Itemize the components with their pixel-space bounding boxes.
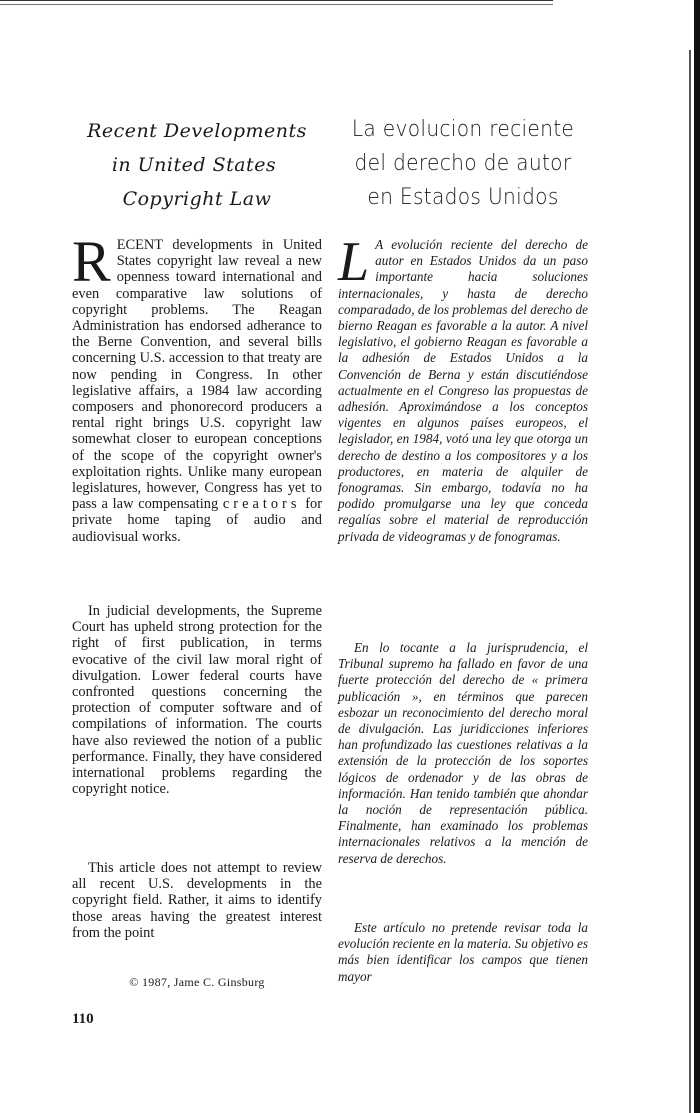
- spanish-paragraph-1-text: A evolución reciente del derecho de autor en Estados Unidos da un paso importante hacia soluciones internacionales, y hasta de derecho comparadado, de los problemas del derecho de bierno Reagan es favorable a la autor. A nivel legislativo, el gobierno Reagan es favorable a la adhesión de Estados Unidos a la Convención de Berna y están discutiéndose actualmente en el Congreso las propuestas de adhesión. Aproximándose a los conceptos vigentes en algunos países europeos, el legislador, en 1984, votó una ley que otorga un derecho de destino a los compositores y a los productores, en materia de alquiler de fonogramas. Sin embargo, todavía no ha podido promulgarse una ley que conceda regalías sobre el material de reproducción privada de videogramas y de fonogramas.: [338, 237, 588, 544]
- english-dropcap: R: [72, 229, 111, 294]
- spanish-paragraph-2: En lo tocante a la jurisprudencia, el Tribunal supremo ha fallado en favor de una fuerte protección del derecho de « primera publicación », en términos que parecen esbozar un reconocimiento del derecho moral de divulgación. Las juridicciones inferiores han profundizado las cuestiones relativas a la extensión de la protección de los soportes lógicos de ordenador y de las obras de información. Han tenido también que ahondar la noción de representación pública. Finalmente, han examinado los problemas internacionales relativos a la mención de reserva de derechos.: [338, 640, 588, 866]
- page-edge-shadow: [694, 0, 700, 1113]
- spanish-title-line-3: en Estados Unidos: [367, 185, 559, 210]
- english-title-line-2: in United States: [111, 154, 277, 176]
- english-paragraph-2: In judicial developments, the Supreme Court has upheld strong protection for the right of first publication, in terms evocative of the civil law moral right of divulgation. Lower federal courts have confronted questions concerning the protection of computer software and of compilations of information. The courts have also reviewed the notion of a public performance. Finally, they have considered international problems regarding the copyright notice.: [72, 603, 322, 798]
- english-paragraph-1: [72, 229, 322, 545]
- english-title-line-3: Copyright Law: [122, 188, 272, 210]
- english-title: [72, 114, 322, 216]
- top-rule-secondary: [0, 4, 553, 5]
- top-rule: [0, 0, 553, 1]
- english-paragraph-1-text-b: for private home taping of audio and audiovisual works.: [72, 496, 322, 545]
- spanish-title: [348, 113, 578, 215]
- page-number: 110: [72, 1011, 94, 1027]
- spanish-title-line-2: del derecho de autor: [354, 151, 572, 176]
- spanish-dropcap: L: [338, 231, 370, 293]
- english-paragraph-1-spaced-word: creators: [222, 496, 301, 513]
- copyright-notice: © 1987, Jame C. Ginsburg: [129, 975, 265, 989]
- spanish-paragraph-3: Este artículo no pretende revisar toda la evolución reciente en la materia. Su objetivo es más bien identificar los campos que tienen mayor: [338, 920, 588, 984]
- spanish-paragraph-1: [338, 231, 588, 545]
- english-paragraph-1-text-a: ECENT developments in United States copyright law reveal a new openness toward international and even comparative law solutions of copyright problems. The Reagan Administration has endorsed adherance to the Berne Convention, and several bills concerning U.S. accession to that treaty are now pending in Congress. In other legislative affairs, a 1984 law according composers and phonorecord producers a rental right brings U.S. copyright law somewhat closer to european conceptions of the scope of the copyright owner's exploitation rights. Unlike many european legislatures, however, Congress has yet to pass a law compensating: [72, 237, 322, 513]
- english-title-line-1: Recent Developments: [87, 120, 307, 142]
- english-paragraph-3: This article does not attempt to review all recent U.S. developments in the copyright field. Rather, it aims to identify those areas having the greatest interest from the point: [72, 860, 322, 941]
- page-edge-line: [689, 50, 691, 1113]
- spanish-title-line-1: La evolucion reciente: [351, 117, 575, 142]
